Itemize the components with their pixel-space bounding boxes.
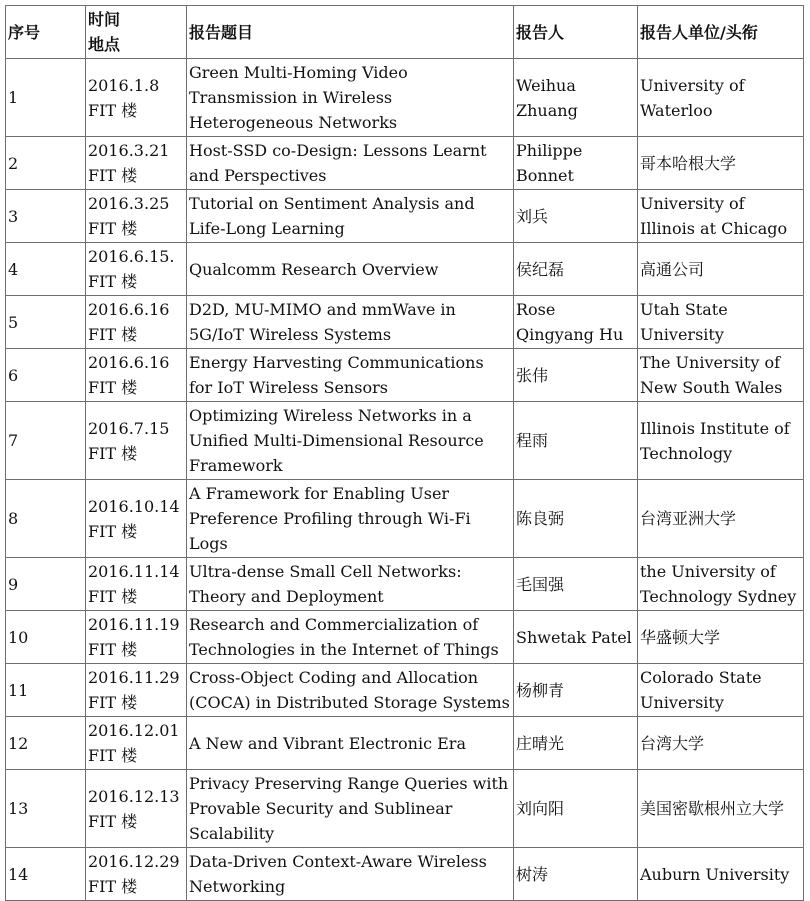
cell-date: 2016.6.16 bbox=[88, 300, 170, 319]
cell-time-place bbox=[86, 611, 187, 664]
cell-title: A Framework for Enabling User Preference Profiling through Wi-Fi Logs bbox=[187, 480, 514, 558]
cell-time-place bbox=[86, 296, 187, 349]
cell-time-place bbox=[86, 480, 187, 558]
table-row bbox=[6, 190, 804, 243]
cell-affiliation: 台湾亚洲大学 bbox=[638, 480, 804, 558]
cell-place: FIT 楼 bbox=[88, 811, 138, 831]
cell-title: A New and Vibrant Electronic Era bbox=[187, 717, 514, 770]
cell-time-place bbox=[86, 664, 187, 717]
cell-speaker: 庄晴光 bbox=[514, 717, 638, 770]
table-row bbox=[6, 717, 804, 770]
cell-title: Privacy Preserving Range Queries with Provable Security and Sublinear Scalability bbox=[187, 770, 514, 848]
cell-time-place bbox=[86, 243, 187, 296]
cell-title: Qualcomm Research Overview bbox=[187, 243, 514, 296]
document-page bbox=[5, 5, 804, 901]
cell-title: Cross-Object Coding and Allocation (COCA) in Distributed Storage Systems bbox=[187, 664, 514, 717]
cell-speaker: 刘兵 bbox=[514, 190, 638, 243]
cell-date: 2016.11.14 bbox=[88, 562, 180, 581]
cell-index: 7 bbox=[6, 402, 86, 480]
table-row bbox=[6, 137, 804, 190]
cell-index: 2 bbox=[6, 137, 86, 190]
table-row bbox=[6, 59, 804, 137]
cell-title: Research and Commercialization of Technologies in the Internet of Things bbox=[187, 611, 514, 664]
cell-speaker: 刘向阳 bbox=[514, 770, 638, 848]
cell-affiliation: Utah State University bbox=[638, 296, 804, 349]
cell-affiliation: University of Waterloo bbox=[638, 59, 804, 137]
cell-place: FIT 楼 bbox=[88, 587, 138, 606]
header-place: 地点 bbox=[88, 35, 121, 54]
cell-index: 8 bbox=[6, 480, 86, 558]
cell-speaker: 程雨 bbox=[514, 402, 638, 480]
cell-date: 2016.12.29 bbox=[88, 852, 180, 871]
cell-title: Host-SSD co-Design: Lessons Learnt and Perspectives bbox=[187, 137, 514, 190]
cell-index: 4 bbox=[6, 243, 86, 296]
cell-title: Green Multi-Homing Video Transmission in Wireless Heterogeneous Networks bbox=[187, 59, 514, 137]
cell-speaker: 侯纪磊 bbox=[514, 243, 638, 296]
cell-title: Optimizing Wireless Networks in a Unified Multi-Dimensional Resource Framework bbox=[187, 402, 514, 480]
cell-time-place bbox=[86, 848, 187, 901]
cell-time-place bbox=[86, 137, 187, 190]
cell-date: 2016.11.29 bbox=[88, 668, 180, 687]
cell-speaker: 杨柳青 bbox=[514, 664, 638, 717]
table-row bbox=[6, 243, 804, 296]
cell-speaker: 毛国强 bbox=[514, 558, 638, 611]
cell-date: 2016.3.21 bbox=[88, 141, 170, 160]
cell-date: 2016.10.14 bbox=[88, 496, 180, 516]
cell-affiliation: Colorado State University bbox=[638, 664, 804, 717]
cell-title: Energy Harvesting Communications for IoT Wireless Sensors bbox=[187, 349, 514, 402]
cell-affiliation: Auburn University bbox=[638, 848, 804, 901]
table-row bbox=[6, 770, 804, 848]
header-index: 序号 bbox=[6, 6, 86, 59]
header-time-place bbox=[86, 6, 187, 59]
cell-date: 2016.12.13 bbox=[88, 786, 180, 806]
cell-place: FIT 楼 bbox=[88, 166, 138, 185]
cell-speaker: Weihua Zhuang bbox=[514, 59, 638, 137]
cell-speaker: 陈良弼 bbox=[514, 480, 638, 558]
cell-index: 12 bbox=[6, 717, 86, 770]
cell-affiliation: 高通公司 bbox=[638, 243, 804, 296]
cell-index: 5 bbox=[6, 296, 86, 349]
cell-time-place bbox=[86, 59, 187, 137]
cell-place: FIT 楼 bbox=[88, 746, 138, 765]
cell-title: Data-Driven Context-Aware Wireless Networking bbox=[187, 848, 514, 901]
header-affiliation: 报告人单位/头衔 bbox=[638, 6, 804, 59]
table-row bbox=[6, 349, 804, 402]
table-body bbox=[6, 59, 804, 901]
cell-place: FIT 楼 bbox=[88, 378, 138, 397]
cell-time-place bbox=[86, 770, 187, 848]
header-time: 时间 bbox=[88, 10, 121, 29]
cell-index: 1 bbox=[6, 59, 86, 137]
cell-affiliation: 华盛顿大学 bbox=[638, 611, 804, 664]
table-row bbox=[6, 611, 804, 664]
cell-place: FIT 楼 bbox=[88, 325, 138, 344]
cell-place: FIT 楼 bbox=[88, 100, 138, 120]
cell-place: FIT 楼 bbox=[88, 877, 138, 896]
table-row bbox=[6, 402, 804, 480]
cell-time-place bbox=[86, 190, 187, 243]
cell-index: 11 bbox=[6, 664, 86, 717]
cell-speaker: Philippe Bonnet bbox=[514, 137, 638, 190]
cell-speaker: 张伟 bbox=[514, 349, 638, 402]
cell-index: 14 bbox=[6, 848, 86, 901]
cell-affiliation: University of Illinois at Chicago bbox=[638, 190, 804, 243]
cell-title: Ultra-dense Small Cell Networks: Theory and Deployment bbox=[187, 558, 514, 611]
table-header-row bbox=[6, 6, 804, 59]
cell-place: FIT 楼 bbox=[88, 443, 138, 463]
table-row bbox=[6, 558, 804, 611]
cell-place: FIT 楼 bbox=[88, 640, 138, 659]
table-row bbox=[6, 296, 804, 349]
cell-place: FIT 楼 bbox=[88, 272, 138, 291]
cell-affiliation: 美国密歇根州立大学 bbox=[638, 770, 804, 848]
cell-place: FIT 楼 bbox=[88, 219, 138, 238]
cell-date: 2016.6.16 bbox=[88, 353, 170, 372]
cell-affiliation: The University of New South Wales bbox=[638, 349, 804, 402]
cell-speaker: Shwetak Patel bbox=[514, 611, 638, 664]
cell-date: 2016.3.25 bbox=[88, 194, 170, 213]
cell-date: 2016.6.15. bbox=[88, 247, 175, 266]
cell-index: 6 bbox=[6, 349, 86, 402]
cell-affiliation: the University of Technology Sydney bbox=[638, 558, 804, 611]
cell-date: 2016.1.8 bbox=[88, 75, 160, 95]
cell-date: 2016.11.19 bbox=[88, 615, 180, 634]
cell-date: 2016.7.15 bbox=[88, 418, 170, 438]
cell-time-place bbox=[86, 349, 187, 402]
cell-speaker: Rose Qingyang Hu bbox=[514, 296, 638, 349]
cell-time-place bbox=[86, 558, 187, 611]
table-row bbox=[6, 480, 804, 558]
table-row bbox=[6, 664, 804, 717]
cell-time-place bbox=[86, 402, 187, 480]
cell-index: 9 bbox=[6, 558, 86, 611]
cell-index: 10 bbox=[6, 611, 86, 664]
cell-title: D2D, MU-MIMO and mmWave in 5G/IoT Wireless Systems bbox=[187, 296, 514, 349]
cell-index: 3 bbox=[6, 190, 86, 243]
cell-affiliation: 哥本哈根大学 bbox=[638, 137, 804, 190]
lecture-schedule-table bbox=[5, 5, 804, 901]
cell-title: Tutorial on Sentiment Analysis and Life-Long Learning bbox=[187, 190, 514, 243]
header-title: 报告题目 bbox=[187, 6, 514, 59]
table-row bbox=[6, 848, 804, 901]
header-speaker: 报告人 bbox=[514, 6, 638, 59]
cell-place: FIT 楼 bbox=[88, 521, 138, 541]
cell-affiliation: 台湾大学 bbox=[638, 717, 804, 770]
cell-speaker: 树涛 bbox=[514, 848, 638, 901]
cell-place: FIT 楼 bbox=[88, 693, 138, 712]
cell-date: 2016.12.01 bbox=[88, 721, 180, 740]
cell-time-place bbox=[86, 717, 187, 770]
cell-affiliation: Illinois Institute of Technology bbox=[638, 402, 804, 480]
cell-index: 13 bbox=[6, 770, 86, 848]
